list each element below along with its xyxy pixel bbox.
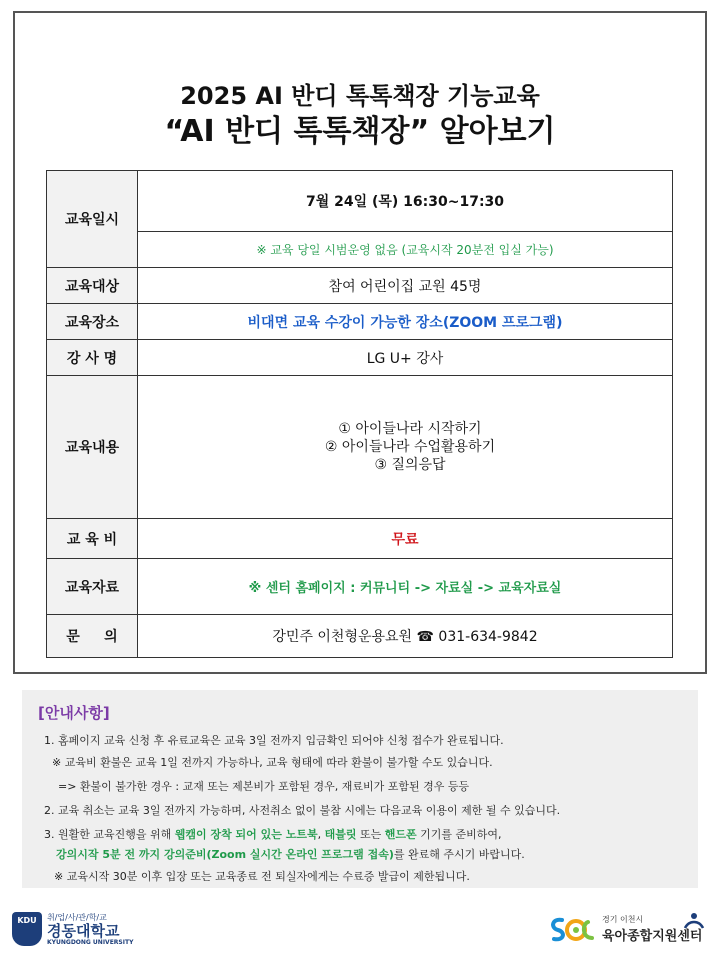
center-region: 경기 이천시 — [602, 915, 644, 924]
notice-line-2: ※ 교육비 환불은 교육 1일 전까지 가능하나, 교육 형태에 따라 환불이 불가할 수도 있습니다. — [52, 756, 493, 769]
notice-line-6: 강의시작 5분 전 까지 강의준비(Zoom 실시간 온라인 프로그램 접속)를 완료해 주시기 바랍니다. — [56, 848, 525, 861]
material-value: ※ 센터 홈페이지 : 커뮤니티 -> 자료실 -> 교육자료실 — [138, 559, 673, 615]
center-logo — [548, 914, 702, 944]
notice-line-5: 3. 원활한 교육진행을 위해 웹캠이 장착 되어 있는 노트북, 태블릿 또는 핸드폰 기기를 준비하여, — [44, 828, 502, 841]
material-label: 교육자료 — [47, 559, 138, 615]
university-logo — [12, 912, 133, 946]
content-list — [138, 376, 673, 519]
university-motto: 취/업/사/관/학/교 — [47, 913, 107, 922]
title-line-2: “AI 반디 톡톡책장” 알아보기 — [164, 114, 556, 149]
lecturer-label: 강 사 명 — [47, 340, 138, 376]
place-value: 비대면 교육 수강이 가능한 장소(ZOOM 프로그램) — [138, 304, 673, 340]
title-line-1: 2025 AI 반디 톡톡책장 기능교육 — [180, 82, 540, 110]
info-table — [46, 170, 673, 658]
content-item: ③ 질의응답 — [374, 457, 446, 473]
lecturer-value: LG U+ 강사 — [138, 340, 673, 376]
content-item: ① 아이들나라 시작하기 — [338, 421, 482, 437]
university-name: 경동대학교 — [47, 922, 120, 940]
fee-label: 교 육 비 — [47, 519, 138, 559]
content-item: ② 아이들나라 수업활용하기 — [324, 439, 496, 455]
content-label: 교육내용 — [47, 376, 138, 519]
target-value: 참여 어린이집 교원 45명 — [138, 268, 673, 304]
notice-line-1: 1. 홈페이지 교육 신청 후 유료교육은 교육 3일 전까지 입금확인 되어야 신청 접수가 완료됩니다. — [44, 734, 504, 747]
center-name: 육아종합지원센터 — [602, 929, 703, 944]
place-label: 교육장소 — [47, 304, 138, 340]
notice-line-3: => 환불이 불가한 경우 : 교재 또는 제본비가 포함된 경우, 재료비가 포함된 경우 등등 — [58, 780, 470, 793]
university-seal-icon: KDU — [12, 912, 42, 946]
date-note: ※ 교육 당일 시범운영 없음 (교육시작 20분전 입실 가능) — [138, 232, 673, 268]
fee-value: 무료 — [138, 519, 673, 559]
notice-line-7: ※ 교육시작 30분 이후 입장 또는 교육종료 전 퇴실자에게는 수료증 발급이 제한됩니다. — [54, 870, 470, 883]
family-mark-icon — [683, 912, 705, 930]
notice-box — [22, 690, 698, 888]
center-logo-icon — [548, 914, 598, 944]
contact-value: 강민주 이천형운용요원 ☎ 031-634-9842 — [138, 615, 673, 658]
contact-label: 문 의 — [47, 615, 138, 658]
university-english-name: KYUNGDONG UNIVERSITY — [47, 939, 134, 946]
date-value: 7월 24일 (목) 16:30~17:30 — [138, 171, 673, 232]
notice-title: [안내사항] — [38, 704, 110, 722]
date-label: 교육일시 — [47, 171, 138, 268]
notice-line-4: 2. 교육 취소는 교육 3일 전까지 가능하며, 사전취소 없이 불참 시에는 다음교육 이용이 제한 될 수 있습니다. — [44, 804, 561, 817]
target-label: 교육대상 — [47, 268, 138, 304]
